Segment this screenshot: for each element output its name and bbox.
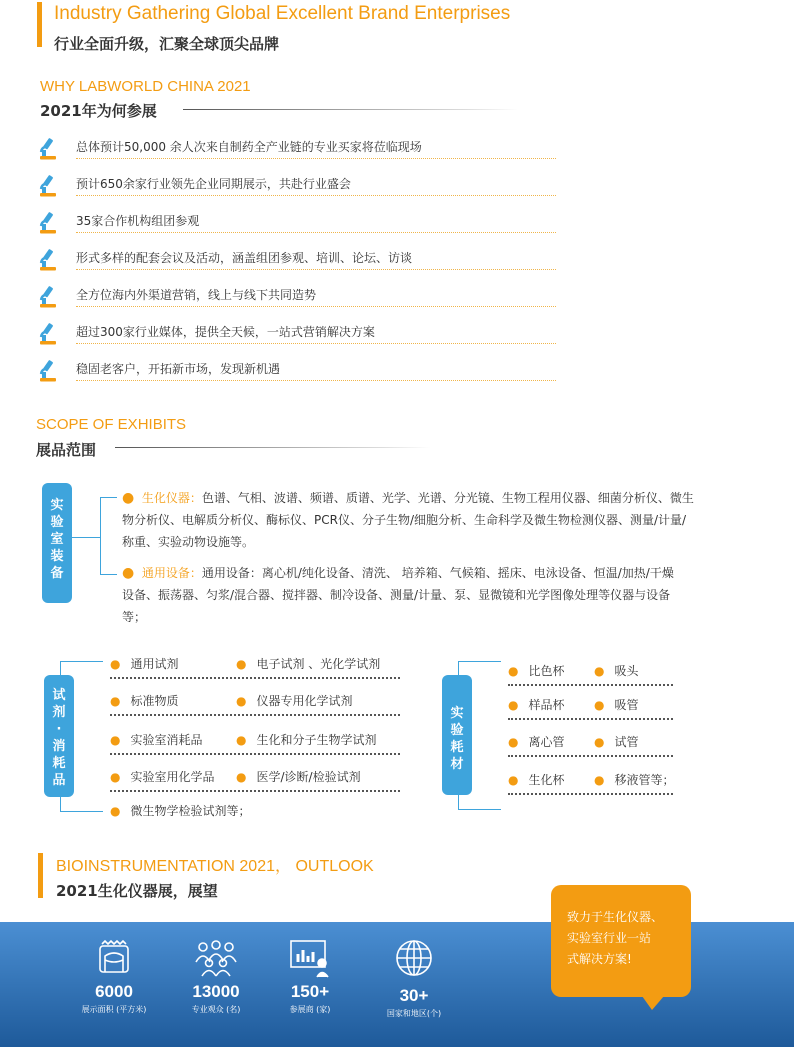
bio-bullet: ● <box>122 490 135 506</box>
general-text: 通用设备：离心机/纯化设备、清洗、 培养箱、气候箱、摇床、电泳设备、恒温/加热/干燥设备、振荡器、匀浆/混合器、搅拌器、制冷设备、测量/计量、泵、显微镜和光学图像处理等仪器与设备等； <box>122 566 674 624</box>
why-list-item <box>36 284 556 312</box>
why-item-text: 形式多样的配套会议及活动，涵盖组团参观、培训、论坛、访谈 <box>76 251 413 265</box>
stat-exhibitors-value: 150+ <box>290 982 330 1001</box>
microscope-icon <box>36 136 62 162</box>
hero-title-en: Industry Gathering Global Excellent Brand Enterprises <box>54 3 511 24</box>
stat-area-label: 展示面积 (平方米) <box>81 1005 147 1014</box>
why-item-divider <box>76 158 556 159</box>
why-heading-rule <box>183 109 518 110</box>
consumables-bracket-top <box>458 661 501 676</box>
consumable-item <box>508 733 565 750</box>
why-heading-cn: 2021年为何参展 <box>40 102 157 120</box>
why-list-item <box>36 210 556 238</box>
reagents-bracket-top <box>60 661 103 676</box>
microscope-icon <box>36 210 62 236</box>
why-item-text: 总体预计50,000 余人次来自制药全产业链的专业买家将莅临现场 <box>76 140 422 154</box>
outlook-heading-en: BIOINSTRUMENTATION 2021， OUTLOOK <box>56 858 374 875</box>
microscope-icon <box>36 358 62 384</box>
consumable-text: 试管 <box>614 735 639 749</box>
consumable-text: 吸管 <box>614 698 639 712</box>
lab-equipment-connector <box>72 537 100 538</box>
consumable-bullet: ● <box>508 773 519 787</box>
slogan-bubble <box>551 885 691 997</box>
consumable-bullet: ● <box>508 664 519 678</box>
reagent-item <box>110 655 179 672</box>
reagent-text: 实验室消耗品 <box>130 733 203 747</box>
consumable-bullet: ● <box>594 698 605 712</box>
consumable-row-divider <box>508 684 673 686</box>
reagent-item <box>110 692 179 709</box>
lab-equipment-label <box>42 483 72 603</box>
reagent-row-divider <box>110 714 400 716</box>
reagent-text: 仪器专用化学试剂 <box>256 694 353 708</box>
globe-icon <box>394 938 434 978</box>
presentation-chart-icon <box>288 938 332 978</box>
lab-equipment-bracket <box>100 497 117 575</box>
stat-audience-value: 13000 <box>192 982 240 1001</box>
stat-countries-value: 30+ <box>399 986 429 1005</box>
why-item-text: 35家合作机构组团参观 <box>76 214 200 228</box>
reagent-bullet: ● <box>110 804 121 818</box>
reagent-text: 医学/诊断/检验试剂 <box>256 770 361 784</box>
consumable-text: 样品杯 <box>528 698 565 712</box>
reagent-bullet: ● <box>236 770 247 784</box>
why-heading-en: WHY LABWORLD CHINA 2021 <box>40 78 251 95</box>
scope-heading-rule <box>115 447 430 448</box>
slogan-bubble-tail <box>642 996 664 1010</box>
reagent-row-divider <box>110 790 400 792</box>
reagent-bullet: ● <box>236 694 247 708</box>
microscope-icon <box>36 284 62 310</box>
slogan-line-1: 致力于生化仪器、 <box>567 910 664 924</box>
reagent-item <box>110 768 215 785</box>
reagent-text: 电子试剂 、光化学试剂 <box>256 657 381 671</box>
consumable-row-divider <box>508 793 673 795</box>
consumables-label <box>442 675 472 795</box>
reagent-item <box>236 731 377 748</box>
reagent-bullet: ● <box>110 657 121 671</box>
why-list-item <box>36 173 556 201</box>
reagent-bullet: ● <box>110 733 121 747</box>
why-item-text: 全方位海内外渠道营销，线上与线下共同造势 <box>76 288 317 302</box>
consumables-bracket-bottom <box>458 795 501 810</box>
why-item-divider <box>76 306 556 307</box>
why-item-text: 预计650余家行业领先企业同期展示，共赴行业盛会 <box>76 177 351 191</box>
consumable-item <box>594 696 639 713</box>
reagent-bullet: ● <box>236 733 247 747</box>
stat-exhibitors <box>260 938 360 1015</box>
reagent-text: 生化和分子生物学试剂 <box>256 733 377 747</box>
scope-heading-cn: 展品范围 <box>36 441 97 459</box>
stat-audience <box>166 938 266 1015</box>
consumable-bullet: ● <box>594 773 605 787</box>
reagents-bracket-bottom <box>60 797 103 812</box>
why-item-text: 稳固老客户，开拓新市场，发现新机遇 <box>76 362 281 376</box>
hero-title-cn: 行业全面升级，汇聚全球顶尖品牌 <box>54 35 280 53</box>
reagent-item <box>110 731 203 748</box>
consumable-item <box>594 662 639 679</box>
hero-accent-bar <box>37 2 42 47</box>
outlook-heading-cn: 2021生化仪器展，展望 <box>56 882 218 900</box>
consumable-bullet: ● <box>594 664 605 678</box>
stat-countries <box>364 938 464 1019</box>
why-item-divider <box>76 232 556 233</box>
consumables-label-text: 实验耗材 <box>450 706 464 772</box>
why-item-divider <box>76 343 556 344</box>
microscope-icon <box>36 321 62 347</box>
consumable-bullet: ● <box>594 735 605 749</box>
reagent-bullet: ● <box>110 770 121 784</box>
bio-tag: 生化仪器： <box>141 491 202 505</box>
bio-instruments-paragraph <box>122 487 694 553</box>
reagent-text: 微生物学检验试剂等； <box>130 804 251 818</box>
consumable-text: 离心管 <box>528 735 565 749</box>
consumable-row-divider <box>508 718 673 720</box>
reagent-row-divider <box>110 753 400 755</box>
why-item-divider <box>76 380 556 381</box>
why-item-divider <box>76 269 556 270</box>
consumable-item <box>508 696 565 713</box>
bio-text: 色谱、气相、波谱、频谱、质谱、光学、光谱、分光镜、生物工程用仪器、细菌分析仪、微生物分析仪、电解质分析仪、酶标仪、PCR仪、分子生物/细胞分析、生命科学及微生物检测仪器、测量/计量/称重、实验动物设施等。 <box>122 491 694 549</box>
consumable-text: 移液管等； <box>614 773 675 787</box>
consumable-text: 吸头 <box>614 664 639 678</box>
general-equipment-paragraph <box>122 562 682 628</box>
lab-equipment-label-text: 实验室装备 <box>50 498 64 581</box>
reagent-text: 实验室用化学品 <box>130 770 215 784</box>
why-list-item <box>36 321 556 349</box>
consumable-item <box>594 771 675 788</box>
why-list-item <box>36 247 556 275</box>
stat-audience-label: 专业观众 (名) <box>191 1005 241 1014</box>
outlook-accent-bar <box>38 853 43 898</box>
consumable-text: 生化杯 <box>528 773 565 787</box>
scope-heading-en: SCOPE OF EXHIBITS <box>36 416 187 433</box>
stat-countries-label: 国家和地区(个) <box>386 1009 442 1018</box>
why-item-text: 超过300家行业媒体，提供全天候，一站式营销解决方案 <box>76 325 375 339</box>
reagent-item <box>110 802 251 819</box>
reagent-item <box>236 655 380 672</box>
reagent-text: 通用试剂 <box>130 657 179 671</box>
reagent-row-divider <box>110 677 400 679</box>
consumable-bullet: ● <box>508 735 519 749</box>
consumable-item <box>508 662 565 679</box>
audience-group-icon <box>193 938 239 978</box>
consumable-text: 比色杯 <box>528 664 565 678</box>
consumable-item <box>594 733 639 750</box>
slogan-line-2: 实验室行业一站 <box>567 931 652 945</box>
why-list-item <box>36 136 556 164</box>
consumable-item <box>508 771 565 788</box>
slogan-line-3: 式解决方案! <box>567 952 632 966</box>
consumable-bullet: ● <box>508 698 519 712</box>
reagents-label-text: 试剂·消耗品 <box>52 688 66 788</box>
reagent-item <box>236 768 361 785</box>
reagent-bullet: ● <box>236 657 247 671</box>
exhibition-hall-icon <box>94 938 134 978</box>
why-item-divider <box>76 195 556 196</box>
microscope-icon <box>36 173 62 199</box>
stat-exhibitors-label: 参展商 (家) <box>289 1005 331 1014</box>
stat-area-value: 6000 <box>95 982 133 1001</box>
reagent-text: 标准物质 <box>130 694 179 708</box>
consumable-row-divider <box>508 755 673 757</box>
general-tag: 通用设备： <box>141 566 202 580</box>
reagent-bullet: ● <box>110 694 121 708</box>
reagent-item <box>236 692 353 709</box>
general-bullet: ● <box>122 565 135 581</box>
reagents-label <box>44 675 74 797</box>
why-list-item <box>36 358 556 386</box>
stat-area <box>64 938 164 1015</box>
microscope-icon <box>36 247 62 273</box>
